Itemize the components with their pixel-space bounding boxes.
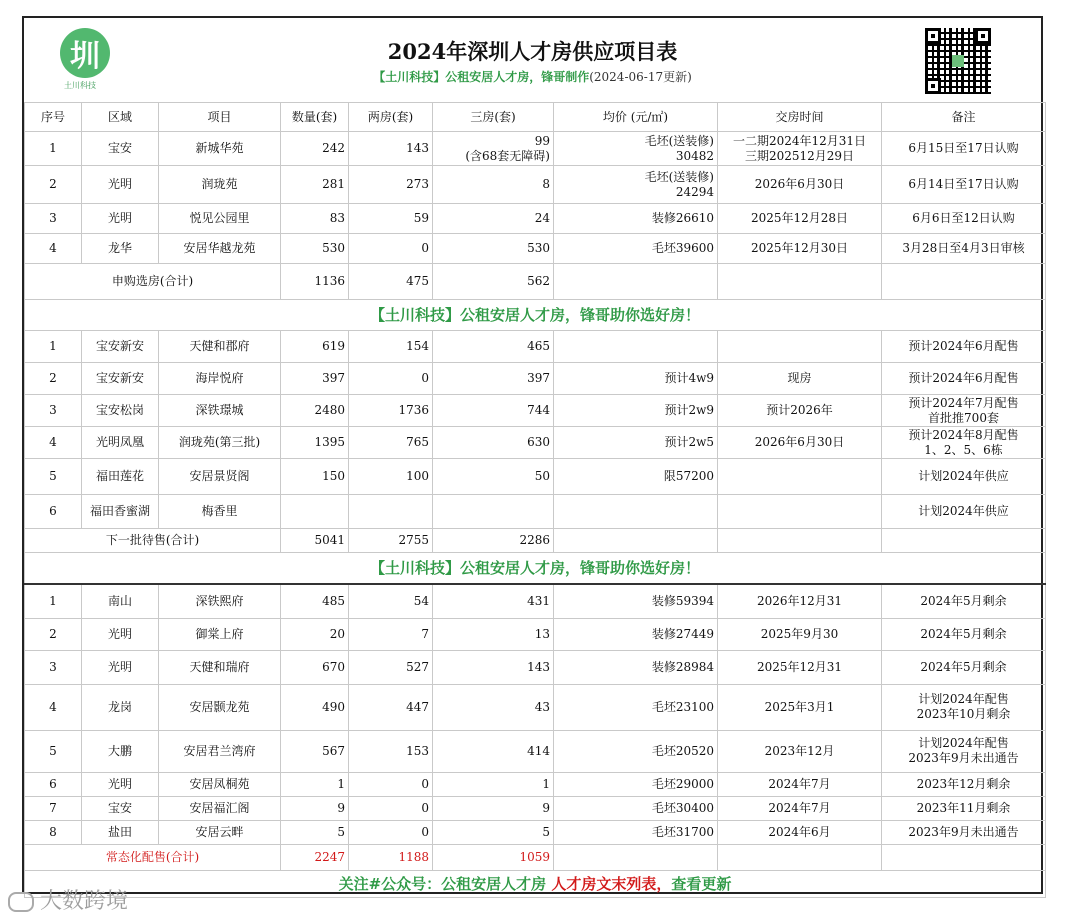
page-subtitle bbox=[24, 68, 1041, 85]
row-delivery: 2025年12月30日 bbox=[718, 234, 882, 264]
footer-row bbox=[25, 870, 1046, 897]
row-quantity: 619 bbox=[281, 331, 349, 363]
total-two-bedroom: 475 bbox=[349, 264, 433, 300]
total-row bbox=[25, 844, 1046, 870]
row-three-bedroom: 530 bbox=[433, 234, 554, 264]
row-number: 5 bbox=[25, 730, 82, 772]
row-price: 预计4w9 bbox=[554, 363, 718, 395]
table-row bbox=[25, 684, 1046, 730]
row-price: 毛坯31700 bbox=[554, 820, 718, 844]
row-note: 预计2024年8月配售 1、2、5、6栋 bbox=[882, 427, 1046, 459]
row-two-bedroom: 1736 bbox=[349, 395, 433, 427]
row-delivery: 2025年3月1 bbox=[718, 684, 882, 730]
table-row bbox=[25, 618, 1046, 650]
row-number: 5 bbox=[25, 459, 82, 495]
row-area: 光明 bbox=[82, 618, 159, 650]
table-row bbox=[25, 204, 1046, 234]
table-row bbox=[25, 772, 1046, 796]
row-note: 预计2024年7月配售 首批推700套 bbox=[882, 395, 1046, 427]
total-three-bedroom: 2286 bbox=[433, 529, 554, 553]
footer-part3: 查看更新 bbox=[671, 875, 732, 893]
total-two-bedroom: 1188 bbox=[349, 844, 433, 870]
row-two-bedroom: 527 bbox=[349, 650, 433, 684]
table-row bbox=[25, 820, 1046, 844]
row-area: 光明 bbox=[82, 772, 159, 796]
watermark-text: 大数跨境 bbox=[40, 889, 129, 914]
row-quantity: 281 bbox=[281, 166, 349, 204]
row-two-bedroom: 765 bbox=[349, 427, 433, 459]
row-price: 装修27449 bbox=[554, 618, 718, 650]
column-header: 三房(套) bbox=[433, 103, 554, 132]
row-quantity: 242 bbox=[281, 132, 349, 166]
row-quantity: 2480 bbox=[281, 395, 349, 427]
row-quantity: 20 bbox=[281, 618, 349, 650]
row-three-bedroom bbox=[433, 495, 554, 529]
row-three-bedroom: 24 bbox=[433, 204, 554, 234]
row-price: 毛坯(送装修) 30482 bbox=[554, 132, 718, 166]
row-note: 计划2024年配售 2023年9月未出通告 bbox=[882, 730, 1046, 772]
row-project: 悦见公园里 bbox=[159, 204, 281, 234]
row-three-bedroom: 99 (含68套无障碍) bbox=[433, 132, 554, 166]
row-delivery bbox=[718, 495, 882, 529]
total-empty bbox=[554, 264, 718, 300]
total-three-bedroom: 1059 bbox=[433, 844, 554, 870]
row-delivery: 预计2026年 bbox=[718, 395, 882, 427]
row-quantity bbox=[281, 495, 349, 529]
row-two-bedroom: 0 bbox=[349, 820, 433, 844]
row-project: 御棠上府 bbox=[159, 618, 281, 650]
row-two-bedroom: 59 bbox=[349, 204, 433, 234]
row-price: 毛坯30400 bbox=[554, 796, 718, 820]
row-quantity: 670 bbox=[281, 650, 349, 684]
row-project: 润珑苑(第三批) bbox=[159, 427, 281, 459]
sheet bbox=[22, 16, 1043, 894]
total-empty bbox=[718, 844, 882, 870]
row-three-bedroom: 1 bbox=[433, 772, 554, 796]
row-quantity: 5 bbox=[281, 820, 349, 844]
table-row bbox=[25, 495, 1046, 529]
row-quantity: 9 bbox=[281, 796, 349, 820]
row-delivery: 2026年6月30日 bbox=[718, 427, 882, 459]
row-number: 1 bbox=[25, 132, 82, 166]
column-header: 项目 bbox=[159, 103, 281, 132]
row-price: 装修26610 bbox=[554, 204, 718, 234]
row-quantity: 397 bbox=[281, 363, 349, 395]
table-row bbox=[25, 331, 1046, 363]
row-note: 6月14日至17日认购 bbox=[882, 166, 1046, 204]
row-delivery bbox=[718, 331, 882, 363]
row-number: 3 bbox=[25, 650, 82, 684]
row-project: 安居君兰湾府 bbox=[159, 730, 281, 772]
row-price: 装修28984 bbox=[554, 650, 718, 684]
footer-part1: 关注#公众号：公租安居人才房 bbox=[338, 875, 552, 893]
row-note: 2024年5月剩余 bbox=[882, 650, 1046, 684]
row-project: 新城华苑 bbox=[159, 132, 281, 166]
row-note: 计划2024年供应 bbox=[882, 459, 1046, 495]
total-quantity: 2247 bbox=[281, 844, 349, 870]
qr-code-icon bbox=[925, 28, 991, 94]
row-delivery: 一二期2024年12月31日 三期202512月29日 bbox=[718, 132, 882, 166]
table-row bbox=[25, 395, 1046, 427]
row-two-bedroom: 0 bbox=[349, 234, 433, 264]
row-price bbox=[554, 331, 718, 363]
row-delivery: 2024年7月 bbox=[718, 772, 882, 796]
table-row bbox=[25, 166, 1046, 204]
row-price: 预计2w9 bbox=[554, 395, 718, 427]
row-quantity: 1 bbox=[281, 772, 349, 796]
row-number: 4 bbox=[25, 684, 82, 730]
row-two-bedroom: 0 bbox=[349, 796, 433, 820]
total-empty bbox=[882, 844, 1046, 870]
row-three-bedroom: 13 bbox=[433, 618, 554, 650]
row-number: 2 bbox=[25, 166, 82, 204]
row-two-bedroom: 273 bbox=[349, 166, 433, 204]
row-area: 龙岗 bbox=[82, 684, 159, 730]
row-quantity: 567 bbox=[281, 730, 349, 772]
row-three-bedroom: 744 bbox=[433, 395, 554, 427]
row-three-bedroom: 143 bbox=[433, 650, 554, 684]
row-delivery: 2024年7月 bbox=[718, 796, 882, 820]
column-header: 数量(套) bbox=[281, 103, 349, 132]
total-empty bbox=[718, 529, 882, 553]
row-note: 2023年11月剩余 bbox=[882, 796, 1046, 820]
row-delivery: 2026年12月31 bbox=[718, 584, 882, 618]
row-number: 3 bbox=[25, 204, 82, 234]
row-project: 深铁熙府 bbox=[159, 584, 281, 618]
page-title: 2024年深圳人才房供应项目表 bbox=[387, 39, 678, 64]
row-project: 安居云畔 bbox=[159, 820, 281, 844]
column-header: 均价 (元/㎡) bbox=[554, 103, 718, 132]
table-row bbox=[25, 459, 1046, 495]
row-note: 2023年9月未出通告 bbox=[882, 820, 1046, 844]
total-label: 常态化配售(合计) bbox=[25, 844, 281, 870]
row-two-bedroom: 0 bbox=[349, 772, 433, 796]
supply-table bbox=[24, 102, 1046, 898]
subtitle-date: (2024-06-17更新) bbox=[589, 70, 692, 84]
row-delivery: 2025年9月30 bbox=[718, 618, 882, 650]
row-quantity: 490 bbox=[281, 684, 349, 730]
column-header: 区域 bbox=[82, 103, 159, 132]
logo-caption: 土川科技 bbox=[64, 81, 96, 90]
promo-banner-row bbox=[25, 553, 1046, 585]
column-header: 备注 bbox=[882, 103, 1046, 132]
column-header: 两房(套) bbox=[349, 103, 433, 132]
row-area: 福田香蜜湖 bbox=[82, 495, 159, 529]
row-area: 南山 bbox=[82, 584, 159, 618]
row-area: 盐田 bbox=[82, 820, 159, 844]
logo-icon: 圳 bbox=[60, 28, 110, 78]
row-price: 毛坯29000 bbox=[554, 772, 718, 796]
header bbox=[24, 18, 1041, 103]
total-empty bbox=[882, 264, 1046, 300]
row-area: 宝安新安 bbox=[82, 363, 159, 395]
row-number: 4 bbox=[25, 427, 82, 459]
row-project: 天健和郡府 bbox=[159, 331, 281, 363]
row-number: 6 bbox=[25, 495, 82, 529]
row-area: 宝安 bbox=[82, 796, 159, 820]
row-price: 毛坯39600 bbox=[554, 234, 718, 264]
row-note: 3月28日至4月3日审核 bbox=[882, 234, 1046, 264]
row-three-bedroom: 630 bbox=[433, 427, 554, 459]
row-price bbox=[554, 495, 718, 529]
row-price: 毛坯23100 bbox=[554, 684, 718, 730]
row-three-bedroom: 397 bbox=[433, 363, 554, 395]
row-project: 天健和瑞府 bbox=[159, 650, 281, 684]
row-number: 7 bbox=[25, 796, 82, 820]
row-note: 计划2024年配售 2023年10月剩余 bbox=[882, 684, 1046, 730]
row-two-bedroom bbox=[349, 495, 433, 529]
row-two-bedroom: 7 bbox=[349, 618, 433, 650]
total-empty bbox=[882, 529, 1046, 553]
column-header: 序号 bbox=[25, 103, 82, 132]
row-two-bedroom: 0 bbox=[349, 363, 433, 395]
table-row bbox=[25, 796, 1046, 820]
row-area: 光明 bbox=[82, 650, 159, 684]
row-two-bedroom: 153 bbox=[349, 730, 433, 772]
row-price: 限57200 bbox=[554, 459, 718, 495]
row-project: 海岸悦府 bbox=[159, 363, 281, 395]
row-delivery: 2026年6月30日 bbox=[718, 166, 882, 204]
table-row bbox=[25, 363, 1046, 395]
footer-text bbox=[25, 870, 1046, 897]
row-price: 毛坯20520 bbox=[554, 730, 718, 772]
row-project: 安居福汇阁 bbox=[159, 796, 281, 820]
row-project: 安居颢龙苑 bbox=[159, 684, 281, 730]
watermark bbox=[8, 884, 128, 915]
row-area: 光明 bbox=[82, 166, 159, 204]
total-empty bbox=[718, 264, 882, 300]
row-area: 宝安 bbox=[82, 132, 159, 166]
row-quantity: 83 bbox=[281, 204, 349, 234]
row-number: 3 bbox=[25, 395, 82, 427]
subtitle-brand: 【土川科技】公租安居人才房，锋哥制作 bbox=[373, 70, 590, 84]
row-note: 预计2024年6月配售 bbox=[882, 331, 1046, 363]
row-note: 预计2024年6月配售 bbox=[882, 363, 1046, 395]
table-row bbox=[25, 584, 1046, 618]
row-number: 6 bbox=[25, 772, 82, 796]
row-delivery bbox=[718, 459, 882, 495]
row-area: 龙华 bbox=[82, 234, 159, 264]
column-header: 交房时间 bbox=[718, 103, 882, 132]
row-three-bedroom: 43 bbox=[433, 684, 554, 730]
promo-banner: 【土川科技】公租安居人才房，锋哥助你选好房！ bbox=[25, 300, 1046, 331]
total-label: 下一批待售(合计) bbox=[25, 529, 281, 553]
row-two-bedroom: 54 bbox=[349, 584, 433, 618]
row-area: 宝安松岗 bbox=[82, 395, 159, 427]
row-project: 安居凤桐苑 bbox=[159, 772, 281, 796]
row-three-bedroom: 50 bbox=[433, 459, 554, 495]
row-project: 安居景贤阁 bbox=[159, 459, 281, 495]
row-three-bedroom: 431 bbox=[433, 584, 554, 618]
row-three-bedroom: 9 bbox=[433, 796, 554, 820]
promo-banner: 【土川科技】公租安居人才房，锋哥助你选好房！ bbox=[25, 553, 1046, 585]
row-delivery: 2023年12月 bbox=[718, 730, 882, 772]
row-project: 深铁璟城 bbox=[159, 395, 281, 427]
row-number: 1 bbox=[25, 331, 82, 363]
row-delivery: 现房 bbox=[718, 363, 882, 395]
row-quantity: 485 bbox=[281, 584, 349, 618]
row-note: 计划2024年供应 bbox=[882, 495, 1046, 529]
table-row bbox=[25, 234, 1046, 264]
row-three-bedroom: 5 bbox=[433, 820, 554, 844]
row-two-bedroom: 154 bbox=[349, 331, 433, 363]
row-project: 梅香里 bbox=[159, 495, 281, 529]
total-empty bbox=[554, 529, 718, 553]
footer-part2: 人才房文末列表， bbox=[551, 875, 672, 893]
row-note: 6月15日至17日认购 bbox=[882, 132, 1046, 166]
row-price: 预计2w5 bbox=[554, 427, 718, 459]
row-quantity: 1395 bbox=[281, 427, 349, 459]
row-area: 宝安新安 bbox=[82, 331, 159, 363]
table-row bbox=[25, 650, 1046, 684]
row-number: 4 bbox=[25, 234, 82, 264]
row-project: 润珑苑 bbox=[159, 166, 281, 204]
row-two-bedroom: 100 bbox=[349, 459, 433, 495]
row-quantity: 150 bbox=[281, 459, 349, 495]
total-two-bedroom: 2755 bbox=[349, 529, 433, 553]
row-number: 2 bbox=[25, 618, 82, 650]
row-note: 2023年12月剩余 bbox=[882, 772, 1046, 796]
total-empty bbox=[554, 844, 718, 870]
promo-banner-row bbox=[25, 300, 1046, 331]
row-area: 光明 bbox=[82, 204, 159, 234]
table-row bbox=[25, 427, 1046, 459]
total-row bbox=[25, 264, 1046, 300]
total-quantity: 1136 bbox=[281, 264, 349, 300]
total-three-bedroom: 562 bbox=[433, 264, 554, 300]
row-note: 2024年5月剩余 bbox=[882, 618, 1046, 650]
row-number: 2 bbox=[25, 363, 82, 395]
row-quantity: 530 bbox=[281, 234, 349, 264]
table-header-row bbox=[25, 103, 1046, 132]
row-two-bedroom: 143 bbox=[349, 132, 433, 166]
row-three-bedroom: 414 bbox=[433, 730, 554, 772]
row-number: 1 bbox=[25, 584, 82, 618]
row-delivery: 2024年6月 bbox=[718, 820, 882, 844]
row-area: 光明凤凰 bbox=[82, 427, 159, 459]
row-project: 安居华越龙苑 bbox=[159, 234, 281, 264]
total-quantity: 5041 bbox=[281, 529, 349, 553]
row-area: 大鹏 bbox=[82, 730, 159, 772]
table-row bbox=[25, 730, 1046, 772]
row-delivery: 2025年12月31 bbox=[718, 650, 882, 684]
watermark-icon bbox=[8, 892, 34, 912]
row-three-bedroom: 465 bbox=[433, 331, 554, 363]
row-note: 2024年5月剩余 bbox=[882, 584, 1046, 618]
row-delivery: 2025年12月28日 bbox=[718, 204, 882, 234]
total-label: 申购选房(合计) bbox=[25, 264, 281, 300]
row-price: 毛坯(送装修) 24294 bbox=[554, 166, 718, 204]
row-note: 6月6日至12日认购 bbox=[882, 204, 1046, 234]
row-number: 8 bbox=[25, 820, 82, 844]
row-area: 福田莲花 bbox=[82, 459, 159, 495]
row-two-bedroom: 447 bbox=[349, 684, 433, 730]
total-row bbox=[25, 529, 1046, 553]
row-three-bedroom: 8 bbox=[433, 166, 554, 204]
row-price: 装修59394 bbox=[554, 584, 718, 618]
table-row bbox=[25, 132, 1046, 166]
